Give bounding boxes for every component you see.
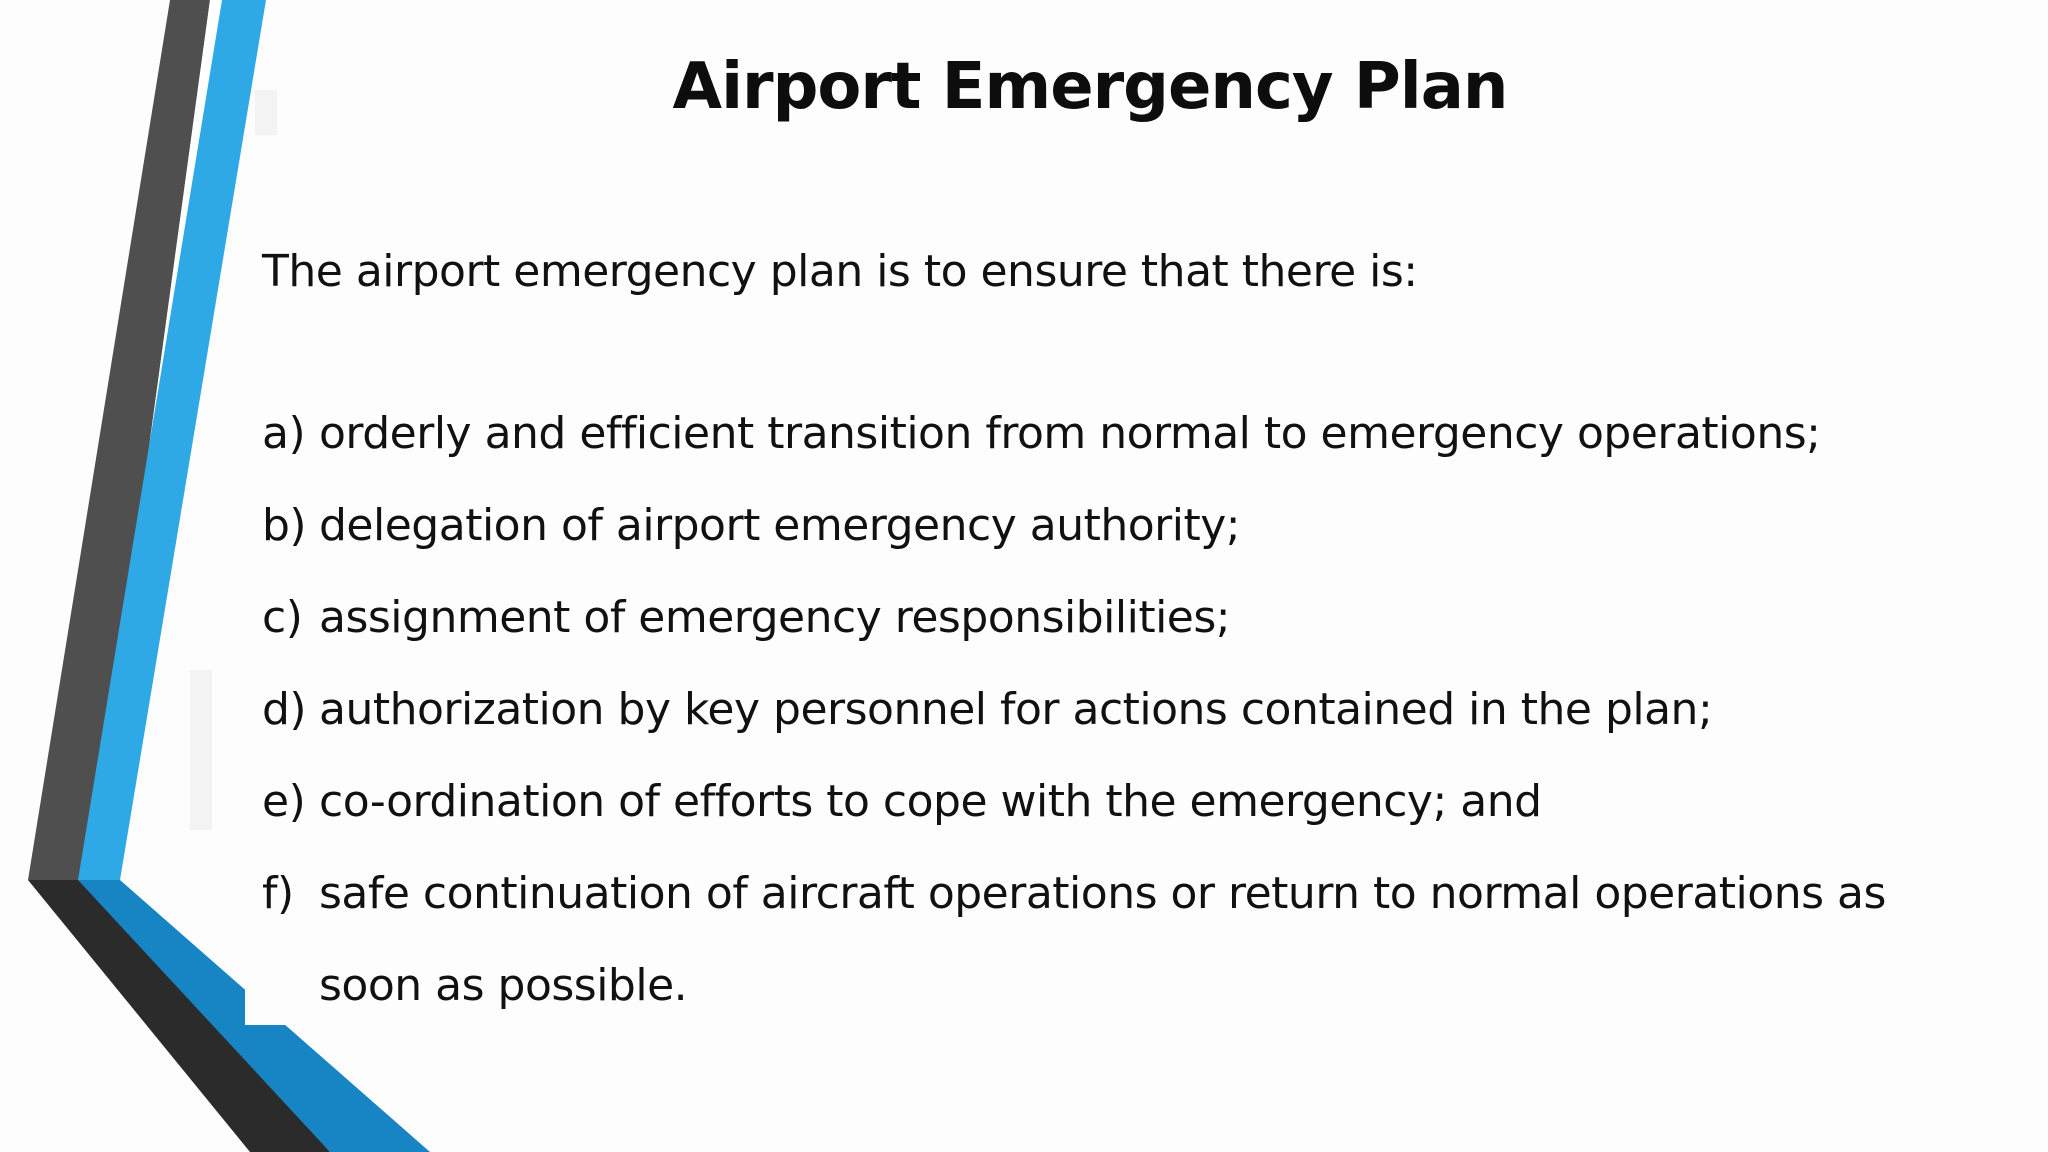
list-item-label: a) (262, 408, 306, 459)
list-item-text: assignment of emergency responsibilities; (319, 592, 1231, 643)
list-item-label: d) (262, 684, 307, 735)
list-item-label: e) (262, 776, 306, 827)
list-item (262, 480, 1982, 572)
list-item-label: b) (262, 500, 307, 551)
watermark-shape (190, 670, 212, 830)
list-item (262, 664, 1982, 756)
list-item (262, 848, 1982, 1032)
list-item-text: orderly and efficient transition from normal to emergency operations; (319, 408, 1821, 459)
list-item (262, 388, 1982, 480)
list-item-label: c) (262, 592, 303, 643)
list-item-text: safe continuation of aircraft operations or return to normal operations as soon as possible. (319, 868, 1886, 1011)
list-item (262, 756, 1982, 848)
item-list (262, 388, 1982, 1032)
list-item-label: f) (262, 868, 294, 919)
list-item-text: authorization by key personnel for actions contained in the plan; (319, 684, 1713, 735)
intro-text: The airport emergency plan is to ensure that there is: (262, 246, 1418, 297)
list-item-text: delegation of airport emergency authority; (319, 500, 1241, 551)
list-item (262, 572, 1982, 664)
slide-title: Airport Emergency Plan (672, 50, 1508, 124)
list-item-text: co-ordination of efforts to cope with the emergency; and (319, 776, 1542, 827)
